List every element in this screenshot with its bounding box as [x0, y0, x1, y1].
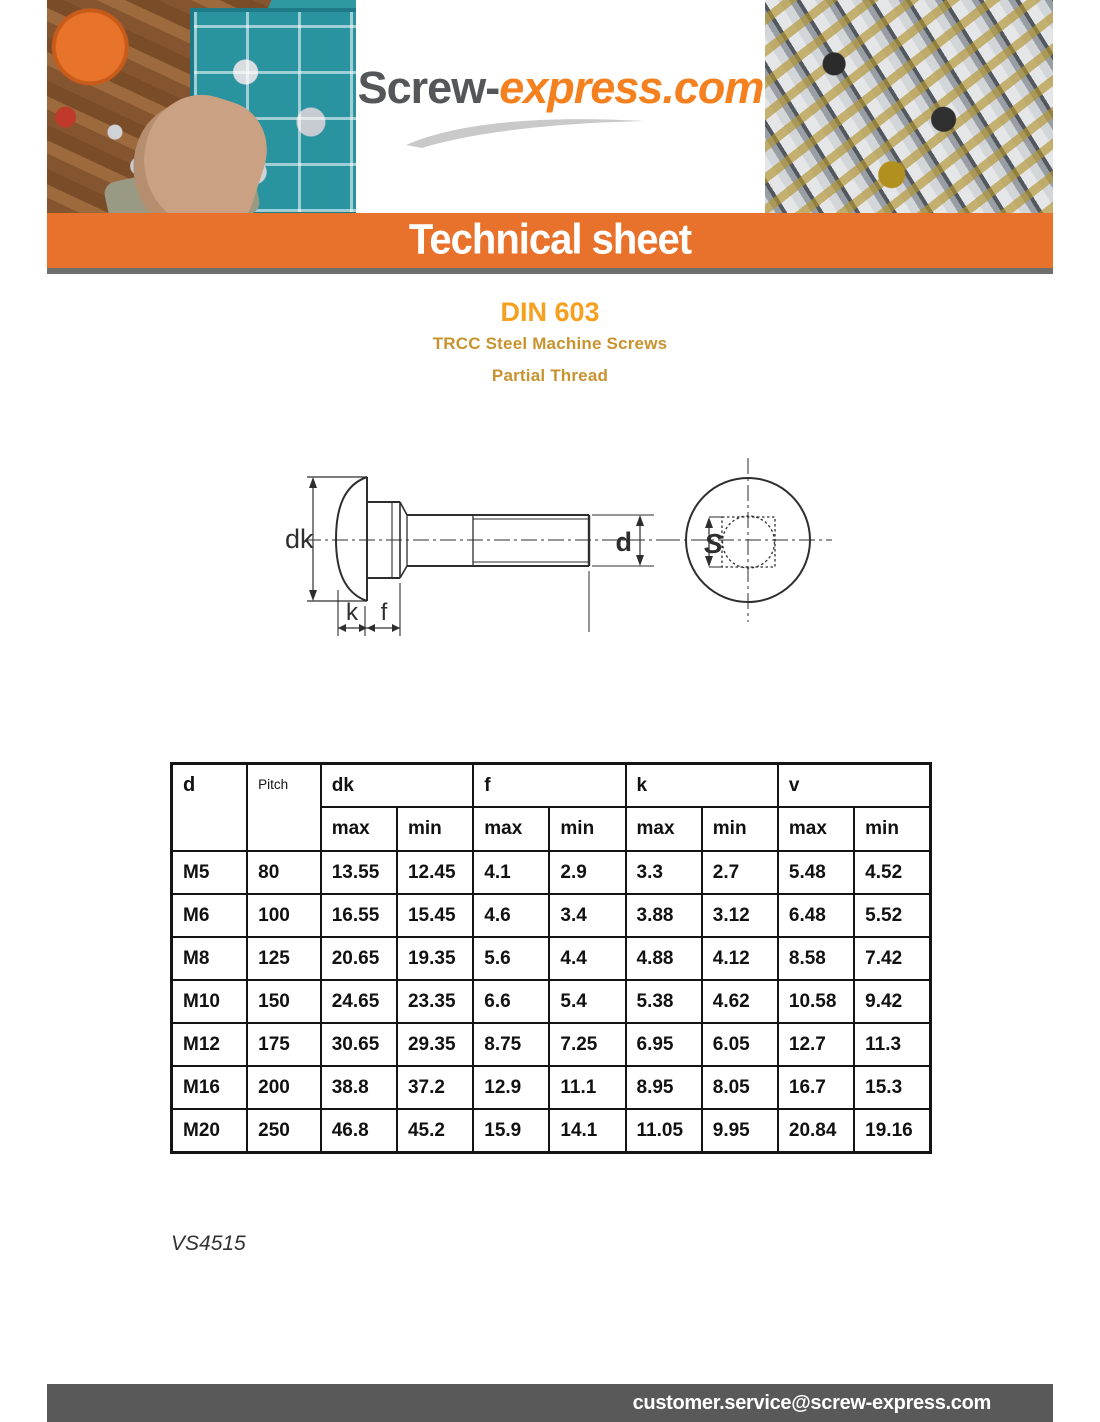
brand-name-orange: express.com: [499, 62, 764, 113]
table-cell: 19.35: [397, 937, 473, 980]
label-s: S: [704, 528, 723, 559]
table-cell: M16: [172, 1066, 248, 1109]
table-cell: 3.12: [702, 894, 778, 937]
table-cell: 16.55: [321, 894, 397, 937]
table-cell: 6.48: [778, 894, 854, 937]
standard-title: DIN 603: [500, 297, 600, 327]
table-cell: 2.9: [549, 851, 625, 894]
table-cell: 8.75: [473, 1023, 549, 1066]
table-cell: 12.45: [397, 851, 473, 894]
photo-workbench: [47, 0, 356, 213]
table-cell: 20.65: [321, 937, 397, 980]
col-header-dk-max: max: [321, 807, 397, 851]
table-cell: M8: [172, 937, 248, 980]
col-header-pitch: Pitch: [247, 764, 321, 852]
table-cell: 4.4: [549, 937, 625, 980]
table-cell: 5.4: [549, 980, 625, 1023]
table-cell: 100: [247, 894, 321, 937]
table-cell: 6.6: [473, 980, 549, 1023]
table-cell: 46.8: [321, 1109, 397, 1153]
table-cell: 11.05: [626, 1109, 702, 1153]
table-cell: 5.6: [473, 937, 549, 980]
table-cell: 4.6: [473, 894, 549, 937]
table-cell: 200: [247, 1066, 321, 1109]
table-cell: 8.58: [778, 937, 854, 980]
table-cell: 4.62: [702, 980, 778, 1023]
banner-divider: [47, 268, 1053, 274]
table-cell: M20: [172, 1109, 248, 1153]
table-cell: 11.3: [854, 1023, 930, 1066]
table-cell: M6: [172, 894, 248, 937]
thread-subtitle: Partial Thread: [491, 366, 609, 385]
table-header-row-groups: [172, 764, 931, 808]
col-header-v-min: min: [854, 807, 930, 851]
table-cell: M10: [172, 980, 248, 1023]
table-cell: M5: [172, 851, 248, 894]
table-cell: 37.2: [397, 1066, 473, 1109]
dimension-table: [170, 762, 932, 1154]
table-cell: 38.8: [321, 1066, 397, 1109]
col-header-k-max: max: [626, 807, 702, 851]
table-cell: 3.3: [626, 851, 702, 894]
col-header-k-min: min: [702, 807, 778, 851]
table-cell: 7.42: [854, 937, 930, 980]
table-cell: 15.45: [397, 894, 473, 937]
reference-code: VS4515: [171, 1232, 246, 1255]
table-row: [172, 851, 931, 894]
table-cell: 4.52: [854, 851, 930, 894]
col-group-v: v: [778, 764, 931, 808]
table-cell: 20.84: [778, 1109, 854, 1153]
col-group-f: f: [473, 764, 625, 808]
photo-screws-pile: [765, 0, 1053, 213]
table-cell: 3.4: [549, 894, 625, 937]
table-cell: 7.25: [549, 1023, 625, 1066]
table-row: [172, 1066, 931, 1109]
footer-bar: [47, 1384, 1053, 1422]
table-cell: 45.2: [397, 1109, 473, 1153]
table-cell: 13.55: [321, 851, 397, 894]
table-cell: 19.16: [854, 1109, 930, 1153]
label-d: d: [615, 527, 632, 557]
technical-sheet-banner: [47, 213, 1053, 268]
table-cell: 16.7: [778, 1066, 854, 1109]
table-cell: 5.52: [854, 894, 930, 937]
table-cell: 4.88: [626, 937, 702, 980]
col-header-f-max: max: [473, 807, 549, 851]
banner-title: Technical sheet: [408, 216, 692, 264]
bolt-dimension-drawing: [280, 440, 850, 660]
table-row: [172, 894, 931, 937]
table-cell: 15.9: [473, 1109, 549, 1153]
table-cell: 15.3: [854, 1066, 930, 1109]
col-group-dk: dk: [321, 764, 474, 808]
table-cell: M12: [172, 1023, 248, 1066]
col-header-dk-min: min: [397, 807, 473, 851]
logo-swoosh-icon: [398, 112, 648, 148]
label-k: k: [346, 599, 358, 626]
table-cell: 3.88: [626, 894, 702, 937]
col-group-k: k: [626, 764, 778, 808]
table-cell: 8.05: [702, 1066, 778, 1109]
brand-logo: [356, 0, 765, 213]
table-cell: 29.35: [397, 1023, 473, 1066]
table-row: [172, 1023, 931, 1066]
table-row: [172, 937, 931, 980]
brand-logo-text: [357, 62, 764, 113]
product-subtitle: TRCC Steel Machine Screws: [432, 334, 668, 353]
col-header-v-max: max: [778, 807, 854, 851]
table-cell: 6.05: [702, 1023, 778, 1066]
table-cell: 2.7: [702, 851, 778, 894]
contact-email: customer.service@screw-express.com: [632, 1391, 991, 1414]
table-row: [172, 980, 931, 1023]
table-cell: 10.58: [778, 980, 854, 1023]
table-cell: 6.95: [626, 1023, 702, 1066]
table-cell: 80: [247, 851, 321, 894]
table-cell: 125: [247, 937, 321, 980]
table-cell: 9.42: [854, 980, 930, 1023]
table-cell: 11.1: [549, 1066, 625, 1109]
table-cell: 5.48: [778, 851, 854, 894]
table-cell: 4.12: [702, 937, 778, 980]
table-cell: 12.9: [473, 1066, 549, 1109]
table-cell: 175: [247, 1023, 321, 1066]
brand-name-gray: Screw-: [357, 62, 500, 113]
table-cell: 9.95: [702, 1109, 778, 1153]
table-cell: 250: [247, 1109, 321, 1153]
col-header-d: d: [172, 764, 248, 852]
table-cell: 14.1: [549, 1109, 625, 1153]
table-body: [172, 851, 931, 1153]
label-dk: dk: [285, 524, 314, 554]
table-cell: 4.1: [473, 851, 549, 894]
table-cell: 8.95: [626, 1066, 702, 1109]
table-cell: 30.65: [321, 1023, 397, 1066]
table-cell: 150: [247, 980, 321, 1023]
label-f: f: [380, 599, 388, 626]
table-cell: 23.35: [397, 980, 473, 1023]
col-header-f-min: min: [549, 807, 625, 851]
table-row: [172, 1109, 931, 1153]
table-cell: 24.65: [321, 980, 397, 1023]
table-cell: 5.38: [626, 980, 702, 1023]
table-cell: 12.7: [778, 1023, 854, 1066]
